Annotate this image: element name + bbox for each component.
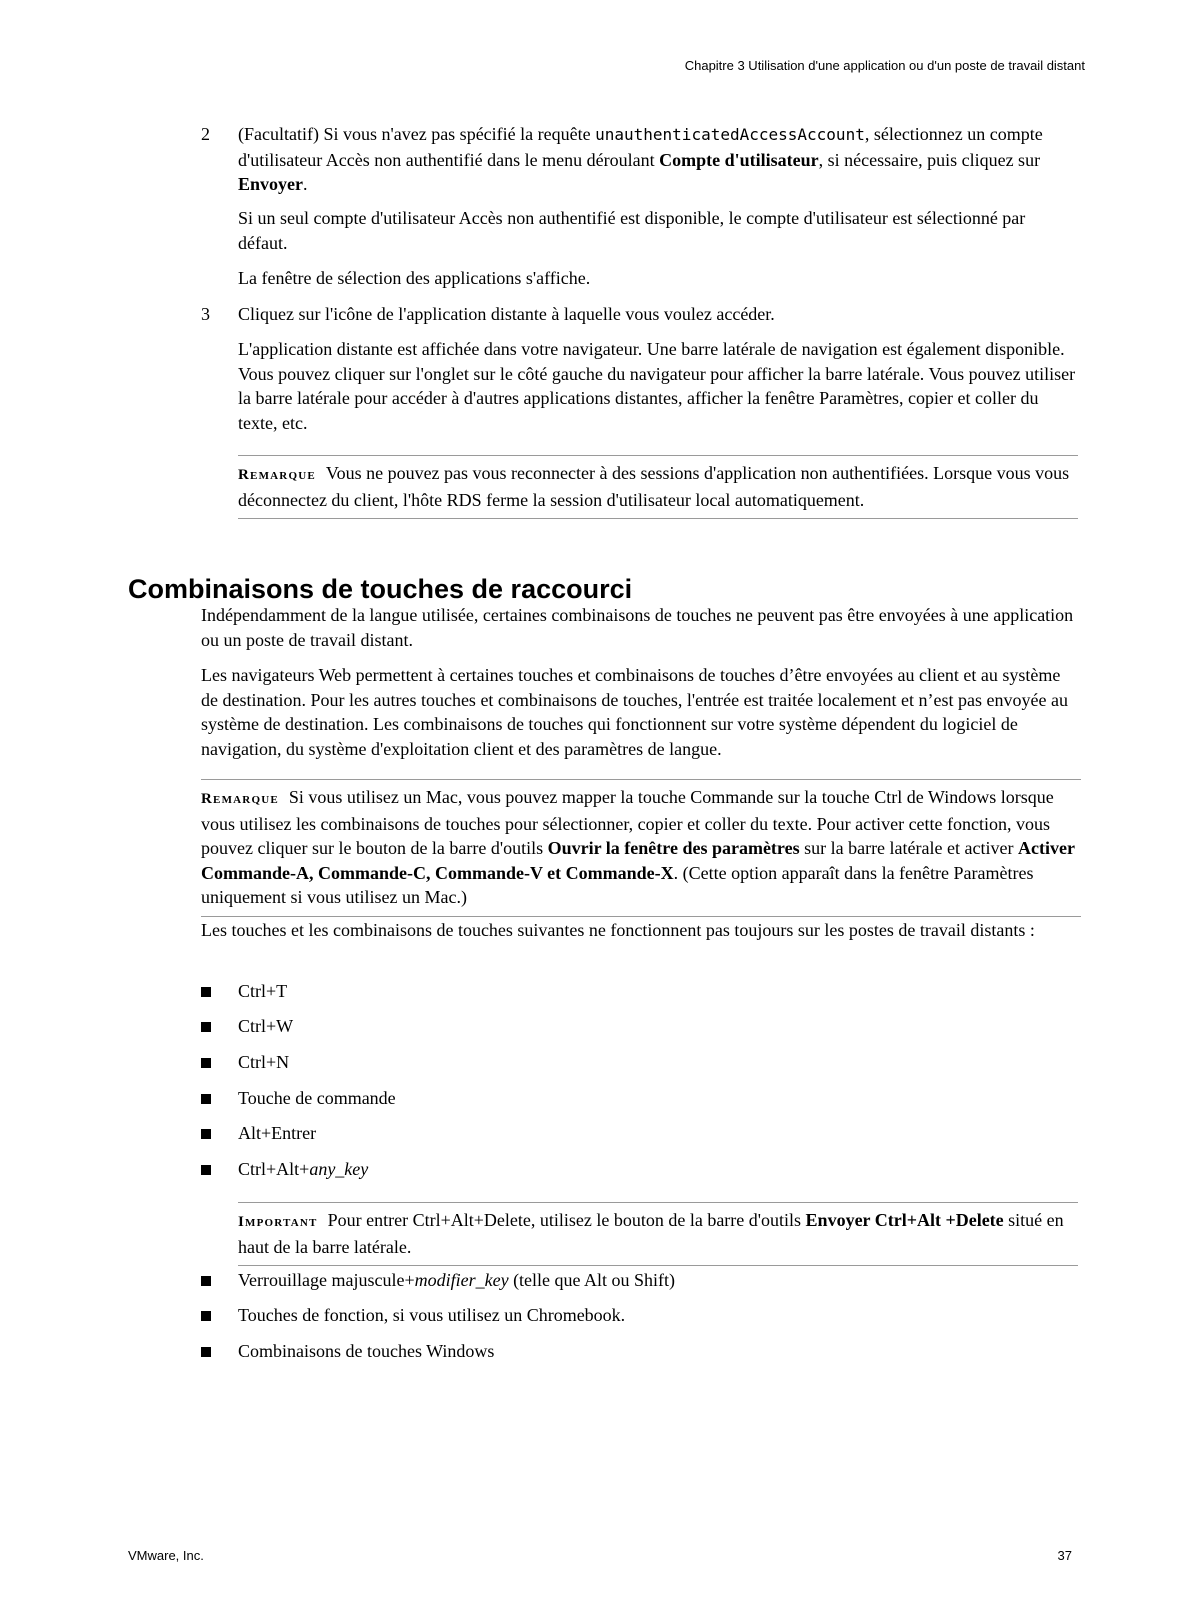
section-paragraph-browsers: Les navigateurs Web permettent à certaines touches et combinaisons de touches d’être envoyées au client et au système de destination. Pour les autres touches et combinaisons de touches, l'entrée est traitée localement et n’est pas envoyée au système de destination. Les combinaisons de touches qui fonctionnent sur votre système dépendent du logiciel de navigation, du système d'exploitation client et des paramètres de langue. xyxy=(201,665,1068,759)
footer-company: VMware, Inc. xyxy=(128,1548,204,1563)
ui-label-user-account: Compte d'utilisateur xyxy=(659,149,819,170)
bullet-square-icon xyxy=(201,1347,211,1357)
step-3-text: Cliquez sur l'icône de l'application distante à laquelle vous voulez accéder. xyxy=(238,304,775,324)
note-text: Vous ne pouvez pas vous reconnecter à des sessions d'application non authentifiées. Lorsque vous vous déconnectez du client, l'hôte RDS ferme la session d'utilisateur local automatiquement. xyxy=(238,463,1070,510)
ui-label-enable-command-keys: Activer Commande-A, Commande-C, Commande-V et Commande-X xyxy=(201,838,1075,883)
bullet-square-icon xyxy=(201,1058,211,1068)
bullet-square-icon xyxy=(201,1129,211,1139)
bullet-square-icon xyxy=(201,1311,211,1321)
step-2-text: (Facultatif) Si vous n'avez pas spécifié la requête unauthenticatedAccessAccount, sélectionnez un compte d'utilisateur Accès non authentifié dans le menu déroulant Compte d'utilisateur, si nécessaire, puis cliquez sur Envoyer. xyxy=(238,124,1043,194)
running-header: Chapitre 3 Utilisation d'une application ou d'un poste de travail distant xyxy=(684,58,1085,73)
footer-page-number: 37 xyxy=(1057,1548,1072,1563)
bullet-square-icon xyxy=(201,1094,211,1104)
code-query-name: unauthenticatedAccessAccount xyxy=(595,125,865,144)
note-label: Remarque xyxy=(238,467,316,483)
bullet-square-icon xyxy=(201,1165,211,1175)
ui-label-open-settings: Ouvrir la fenêtre des paramètres xyxy=(547,838,800,858)
bullet-square-icon xyxy=(201,1276,211,1286)
important-label: Important xyxy=(238,1214,318,1230)
section-paragraph-keys-list-intro: Les touches et les combinaisons de touches suivantes ne fonctionnent pas toujours sur les postes de travail distants : xyxy=(201,920,1035,940)
bullet-square-icon xyxy=(201,987,211,997)
step-2-paragraph-selection-window: La fenêtre de sélection des applications s'affiche. xyxy=(238,268,591,288)
important-box: Important Pour entrer Ctrl+Alt+Delete, utilisez le bouton de la barre d'outils Envoyer Ctrl+Alt +Delete situé en haut de la barre latérale. xyxy=(238,1202,1078,1266)
step-3-paragraph-sidebar: L'application distante est affichée dans votre navigateur. Une barre latérale de navigation est également disponible. Vous pouvez cliquer sur l'onglet sur le côté gauche du navigateur pour afficher la barre latérale. Vous pouvez utiliser la barre latérale pour accéder à d'autres applications distantes, afficher la fenêtre Paramètres, copier et coller du texte, etc. xyxy=(238,339,1076,433)
ui-label-send-ctrl-alt-delete: Envoyer Ctrl+Alt +Delete xyxy=(805,1210,1004,1230)
section-paragraph-intro: Indépendamment de la langue utilisée, certaines combinaisons de touches ne peuvent pas être envoyées à une application ou un poste de travail distant. xyxy=(201,605,1074,650)
step-number: 2 xyxy=(201,124,210,144)
note-box-mac: Remarque Si vous utilisez un Mac, vous pouvez mapper la touche Commande sur la touche Ctrl de Windows lorsque vous utilisez les combinaisons de touches pour sélectionner, copier et coller du texte. Pour activer cette fonction, vous pouvez cliquer sur le bouton de la barre d'outils Ouvrir la fenêtre des paramètres sur la barre latérale et activer Activer Commande-A, Commande-C, Commande-V et Commande-X. (Cette option apparaît dans la fenêtre Paramètres uniquement si vous utilisez un Mac.) xyxy=(201,779,1081,917)
bullet-square-icon xyxy=(201,1022,211,1032)
note-box xyxy=(238,455,1078,519)
section-heading: Combinaisons de touches de raccourci xyxy=(128,574,633,604)
ui-label-submit: Envoyer xyxy=(238,174,303,194)
step-2-paragraph-default-account: Si un seul compte d'utilisateur Accès non authentifié est disponible, le compte d'utilisateur est sélectionné par défaut. xyxy=(238,208,1026,253)
note-label: Remarque xyxy=(201,791,279,807)
step-number: 3 xyxy=(201,304,210,324)
